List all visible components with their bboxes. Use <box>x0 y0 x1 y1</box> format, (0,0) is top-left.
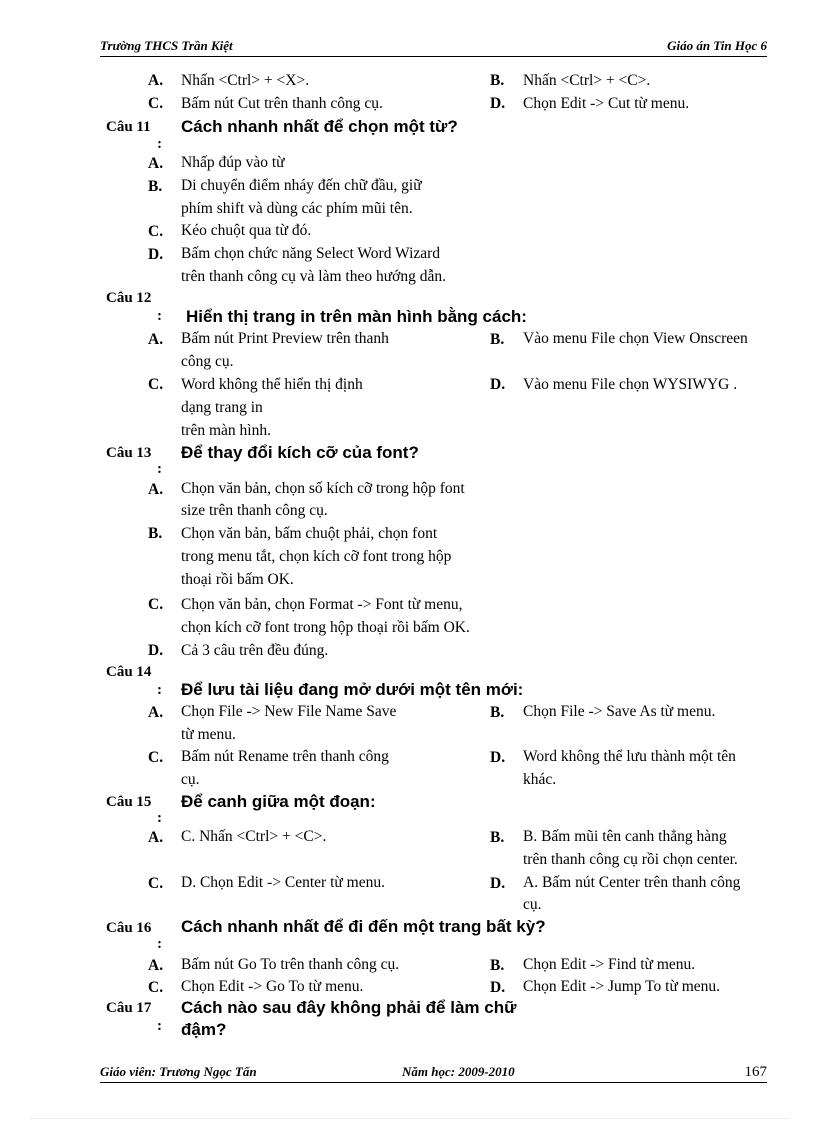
page-header <box>100 38 767 57</box>
question-colon: : <box>157 682 162 698</box>
option-text: B. Bấm mũi tên canh thẳng hàng <box>523 828 727 845</box>
option-text: D. Chọn Edit -> Center từ menu. <box>181 874 385 891</box>
option-label: B. <box>490 829 505 846</box>
question-number: Câu 12 <box>106 290 152 306</box>
option-text: Kéo chuột qua từ đó. <box>181 222 312 239</box>
option-text: chọn kích cỡ font trong hộp thoại rồi bấm OK. <box>181 619 470 636</box>
option-text: khác. <box>523 771 557 788</box>
option-label: B. <box>148 525 163 542</box>
option-text: Word không thể lưu thành một tên <box>523 748 736 765</box>
question-colon: : <box>157 136 162 152</box>
option-text: từ menu. <box>181 726 236 743</box>
option-label: D. <box>148 642 164 659</box>
option-text: cụ. <box>523 896 542 913</box>
question-number: Câu 13 <box>106 445 152 461</box>
footer-teacher: Giáo viên: Trương Ngọc Tấn <box>100 1064 257 1079</box>
option-label: B. <box>490 331 505 348</box>
option-text: Bấm chọn chức năng Select Word Wizard <box>181 245 441 262</box>
question-colon: : <box>157 1018 162 1034</box>
question-number: Câu 14 <box>106 664 152 680</box>
question-number: Câu 16 <box>106 920 152 936</box>
footer-school-year: Năm học: 2009-2010 <box>402 1064 515 1079</box>
option-text: C. Nhấn <Ctrl> + <C>. <box>181 828 327 845</box>
option-text: trong menu tắt, chọn kích cỡ font trong hộp <box>181 548 452 565</box>
option-text: Chọn văn bản, chọn số kích cỡ trong hộp font <box>181 480 465 497</box>
question-title: Để lưu tài liệu đang mở dưới một tên mới: <box>181 680 524 699</box>
option-text: Vào menu File chọn View Onscreen <box>523 330 748 347</box>
option-text: Bấm nút Print Preview trên thanh <box>181 330 389 347</box>
question-colon: : <box>157 308 162 324</box>
option-text: size trên thanh công cụ. <box>181 502 328 519</box>
option-text: Word không thể hiển thị định <box>181 376 363 393</box>
option-label: A. <box>148 481 164 498</box>
option-label: A. <box>148 155 164 172</box>
question-title: Cách nhanh nhất để đi đến một trang bất kỳ? <box>181 917 546 936</box>
option-text: trên màn hình. <box>181 422 271 439</box>
option-text: Chọn Edit -> Jump To từ menu. <box>523 978 721 995</box>
option-label: D. <box>490 875 506 892</box>
option-label: D. <box>490 749 506 766</box>
option-label: D. <box>148 246 164 263</box>
option-text: dạng trang in <box>181 399 263 416</box>
option-text: Chọn văn bản, bấm chuột phải, chọn font <box>181 525 438 542</box>
option-label: A. <box>148 331 164 348</box>
option-text: công cụ. <box>181 353 234 370</box>
option-label: A. <box>148 829 164 846</box>
question-title: Cách nào sau đây không phải để làm chữ <box>181 998 517 1017</box>
question-number: Câu 15 <box>106 794 152 810</box>
question-colon: : <box>157 936 162 952</box>
option-text: Bấm nút Rename trên thanh công <box>181 748 389 765</box>
option-text: trên thanh công cụ rồi chọn center. <box>523 851 738 868</box>
option-text: trên thanh công cụ và làm theo hướng dẫn. <box>181 268 446 285</box>
option-label: C. <box>148 979 164 996</box>
option-label: C. <box>148 596 164 613</box>
option-label: B. <box>490 957 505 974</box>
option-text: Chọn Edit -> Find từ menu. <box>523 956 696 973</box>
option-label: A. <box>148 704 164 721</box>
question-title: Để thay đổi kích cỡ của font? <box>181 443 419 462</box>
option-text: Nhấn <Ctrl> + <C>. <box>523 72 651 89</box>
question-title: Hiển thị trang in trên màn hình bằng cách: <box>186 307 527 326</box>
option-label: B. <box>490 704 505 721</box>
option-label: C. <box>148 95 164 112</box>
header-school: Trường THCS Trần Kiệt <box>100 38 233 53</box>
option-text: Chọn văn bản, chọn Format -> Font từ menu, <box>181 596 463 613</box>
option-text: Cả 3 câu trên đều đúng. <box>181 642 329 659</box>
option-label: B. <box>490 72 505 89</box>
page-footer <box>100 1064 767 1083</box>
option-text: Chọn File -> Save As từ menu. <box>523 703 716 720</box>
question-title: Cách nhanh nhất để chọn một từ? <box>181 117 458 136</box>
option-label: D. <box>490 95 506 112</box>
option-text: A. Bấm nút Center trên thanh công <box>523 874 741 891</box>
option-text: cụ. <box>181 771 200 788</box>
option-label: D. <box>490 979 506 996</box>
option-text: Nhấn <Ctrl> + <X>. <box>181 72 310 89</box>
option-text: Vào menu File chọn WYSIWYG . <box>523 376 738 393</box>
option-label: C. <box>148 376 164 393</box>
question-number: Câu 17 <box>106 1000 152 1016</box>
option-label: C. <box>148 223 164 240</box>
option-label: C. <box>148 875 164 892</box>
option-text: Bấm nút Go To trên thanh công cụ. <box>181 956 400 973</box>
option-text: Chọn Edit -> Go To từ menu. <box>181 978 364 995</box>
option-text: Di chuyển điểm nháy đến chữ đầu, giữ <box>181 177 422 194</box>
page-edge-divider <box>30 1118 790 1119</box>
question-colon: : <box>157 461 162 477</box>
question-title: đậm? <box>181 1020 227 1039</box>
option-label: B. <box>148 178 163 195</box>
option-label: C. <box>148 749 164 766</box>
option-text: Nhấp đúp vào từ <box>181 154 285 171</box>
option-label: A. <box>148 72 164 89</box>
option-label: D. <box>490 376 506 393</box>
page-number: 167 <box>744 1064 767 1080</box>
header-subject: Giáo án Tin Học 6 <box>667 38 767 53</box>
option-text: Chọn File -> New File Name Save <box>181 703 397 720</box>
question-title: Để canh giữa một đoạn: <box>181 792 376 811</box>
option-label: A. <box>148 957 164 974</box>
question-colon: : <box>157 810 162 826</box>
question-number: Câu 11 <box>106 119 151 135</box>
option-text: phím shift và dùng các phím mũi tên. <box>181 200 413 217</box>
option-text: Chọn Edit -> Cut từ menu. <box>523 95 690 112</box>
option-text: thoại rồi bấm OK. <box>181 571 294 588</box>
option-text: Bấm nút Cut trên thanh công cụ. <box>181 95 383 112</box>
